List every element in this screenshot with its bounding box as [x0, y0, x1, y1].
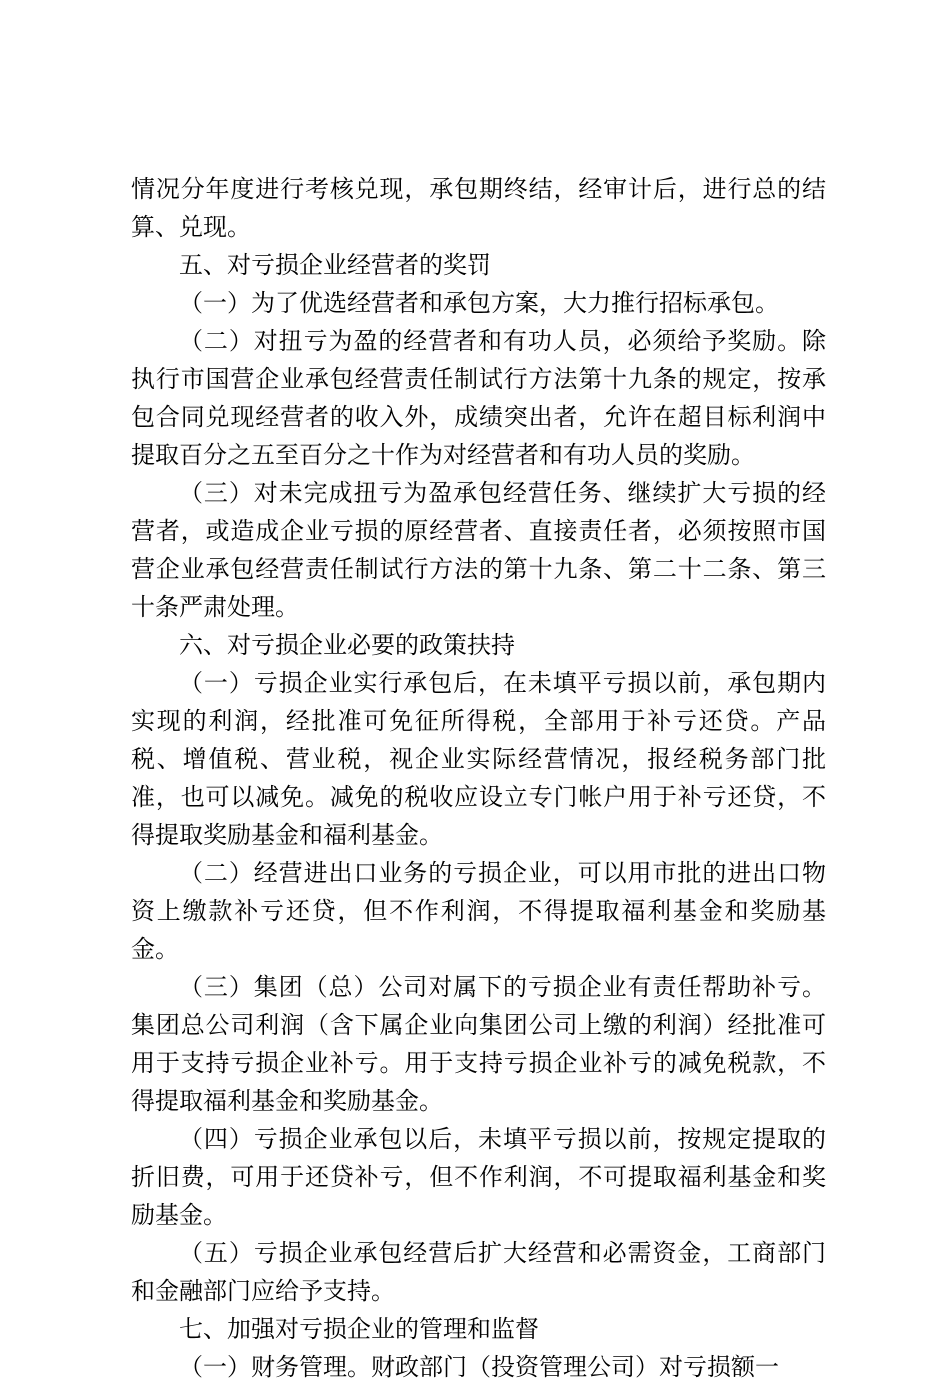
- section-heading-6: 六、对亏损企业必要的政策扶持: [179, 631, 515, 659]
- paragraph-6-5: （五）亏损企业承包经营后扩大经营和必需资金，工商部门和金融部门应给予支持。: [131, 1239, 826, 1305]
- section-heading-5: 五、对亏损企业经营者的奖罚: [179, 251, 491, 279]
- paragraph-6-1: （一）亏损企业实行承包后，在未填平亏损以前，承包期内实现的利润，经批准可免征所得税，全部用于补亏还贷。产品税、增值税、营业税，视企业实际经营情况，报经税务部门批准，也可以减免。减免的税收应设立专门帐户用于补亏还贷，不得提取奖励基金和福利基金。: [131, 669, 826, 849]
- paragraph-7-1: （一）财务管理。财政部门（投资管理公司）对亏损额一: [179, 1353, 779, 1381]
- paragraph-6-3: （三）集团（总）公司对属下的亏损企业有责任帮助补亏。集团总公司利润（含下属企业向集团公司上缴的利润）经批准可用于支持亏损企业补亏。用于支持亏损企业补亏的减免税款，不得提取福利基金和奖励基金。: [131, 973, 826, 1115]
- paragraph-1: 情况分年度进行考核兑现，承包期终结，经审计后，进行总的结算、兑现。: [131, 175, 826, 241]
- paragraph-5-2: （二）对扭亏为盈的经营者和有功人员，必须给予奖励。除执行市国营企业承包经营责任制试行方法第十九条的规定，按承包合同兑现经营者的收入外，成绩突出者，允许在超目标利润中提取百分之五至百分之十作为对经营者和有功人员的奖励。: [131, 327, 826, 469]
- paragraph-6-2: （二）经营进出口业务的亏损企业，可以用市批的进出口物资上缴款补亏还贷，但不作利润，不得提取福利基金和奖励基金。: [131, 859, 826, 963]
- section-heading-7: 七、加强对亏损企业的管理和监督: [179, 1315, 539, 1343]
- paragraph-5-3: （三）对未完成扭亏为盈承包经营任务、继续扩大亏损的经营者，或造成企业亏损的原经营者、直接责任者，必须按照市国营企业承包经营责任制试行方法的第十九条、第二十二条、第三十条严肃处理。: [131, 479, 826, 621]
- paragraph-6-4: （四）亏损企业承包以后，未填平亏损以前，按规定提取的折旧费，可用于还贷补亏，但不作利润，不可提取福利基金和奖励基金。: [131, 1125, 826, 1229]
- paragraph-5-1: （一）为了优选经营者和承包方案，大力推行招标承包。: [179, 289, 779, 317]
- document-body: [131, 170, 826, 1386]
